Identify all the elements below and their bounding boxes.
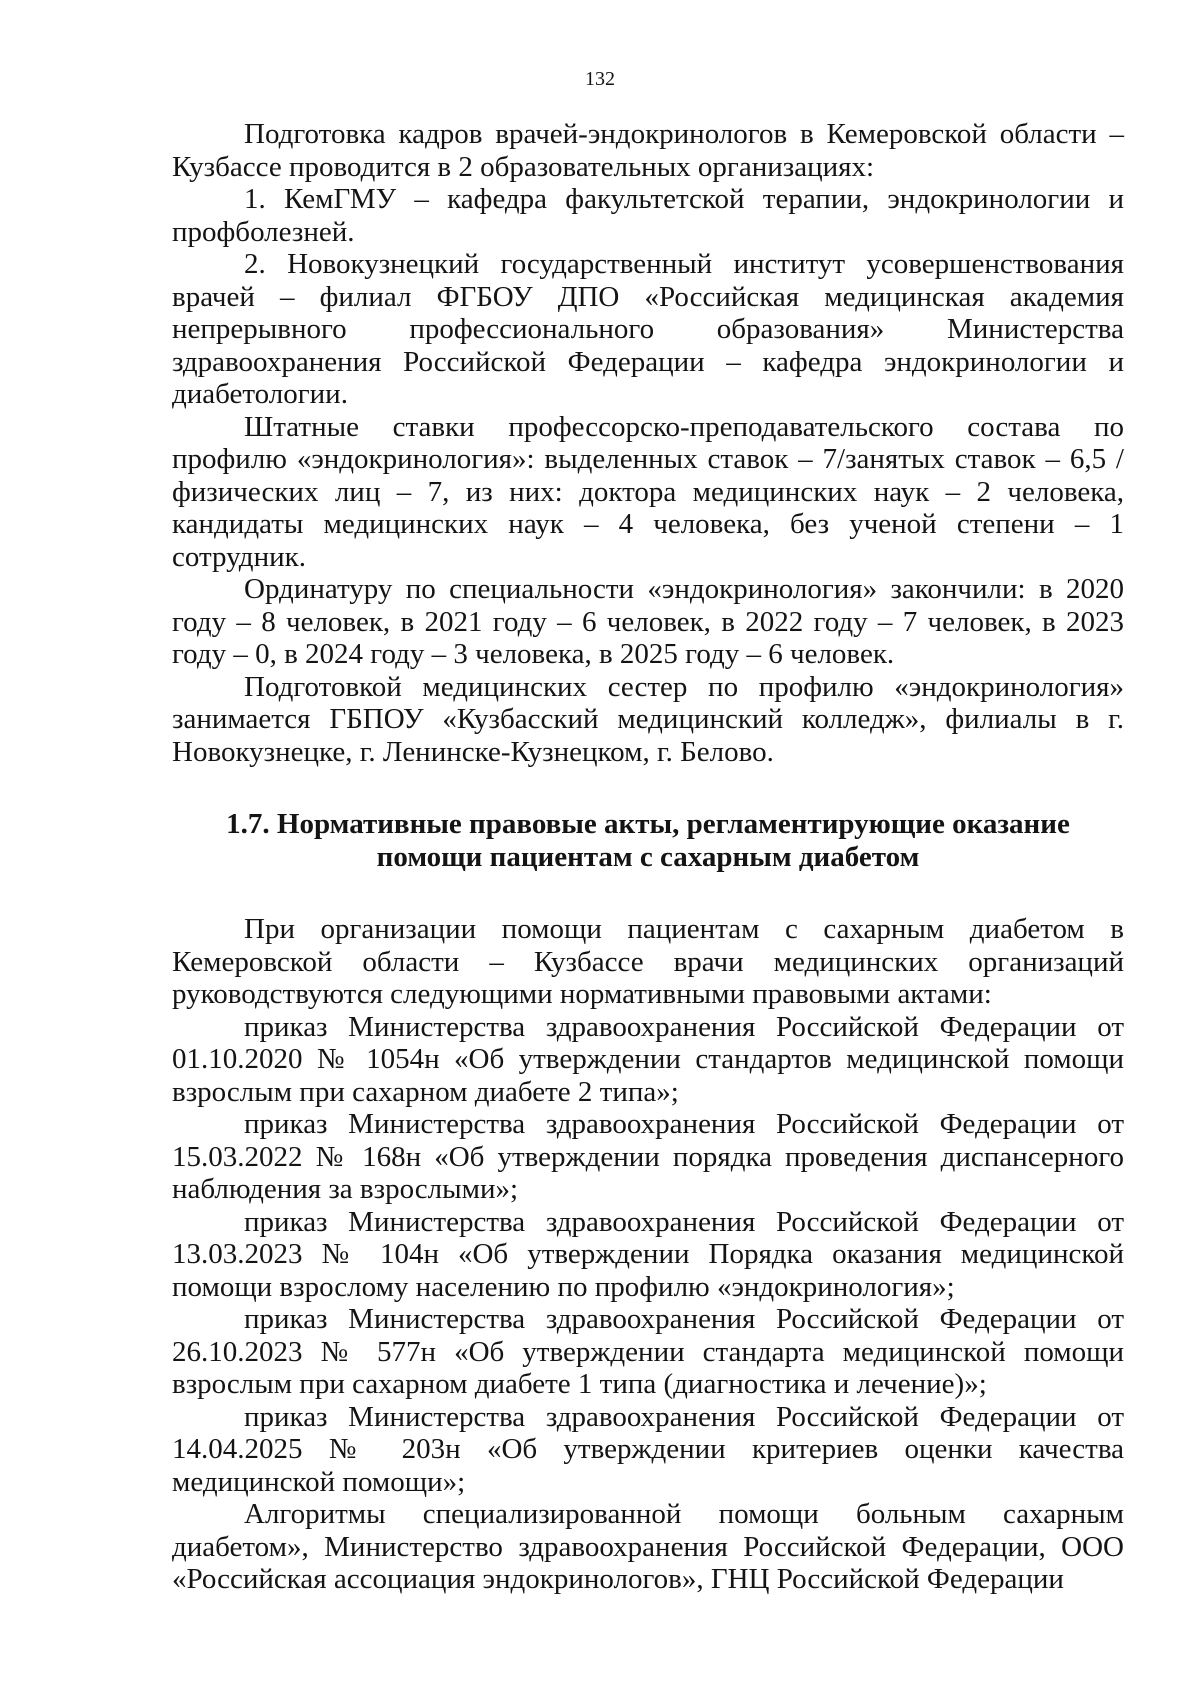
- paragraph-training-intro: Подготовка кадров врачей-эндокринологов в Кемеровской области – Кузбассе проводится в 2 образовательных организациях:: [172, 118, 1124, 183]
- paragraph-algorithms: Алгоритмы специализированной помощи больным сахарным диабетом», Министерство здравоохранения Российской Федерации, ООО «Российская ассоциация эндокринологов», ГНЦ Российской Федерации: [172, 1498, 1124, 1595]
- paragraph-order-1054n: приказ Министерства здравоохранения Российской Федерации от 01.10.2020 № 1054н «Об утверждении стандартов медицинской помощи взрослым при сахарном диабете 2 типа»;: [172, 1010, 1124, 1108]
- page-number: 132: [585, 68, 615, 90]
- paragraph-nurse-training: Подготовкой медицинских сестер по профилю «эндокринология» занимается ГБПОУ «Кузбасский медицинский колледж», филиалы в г. Новокузнецке, г. Ленинске-Кузнецком, г. Белово.: [172, 670, 1124, 768]
- paragraph-residency: Ординатуру по специальности «эндокринология» закончили: в 2020 году – 8 человек, в 2021 году – 6 человек, в 2022 году – 7 человек, в 2023 году – 0, в 2024 году – 3 человека, в 2025 году – 6 человек.: [172, 573, 1124, 670]
- paragraph-staff-rates: Штатные ставки профессорско-преподавательского состава по профилю «эндокринология»: выделенных ставок – 7/занятых ставок – 6,5 /физических лиц – 7, из них: доктора медицинских наук – 2 человека, кандидаты медицинских наук – 4 человека, без ученой степени – 1 сотрудник.: [172, 410, 1124, 573]
- spacer: [172, 768, 1124, 808]
- paragraph-order-577n: приказ Министерства здравоохранения Российской Федерации от 26.10.2023 № 577н «Об утверждении стандарта медицинской помощи взрослым при сахарном диабете 1 типа (диагностика и лечение)»;: [172, 1303, 1124, 1400]
- paragraph-order-203n: приказ Министерства здравоохранения Российской Федерации от 14.04.2025 № 203н «Об утверждении критериев оценки качества медицинской помощи»;: [172, 1400, 1124, 1498]
- spacer: [172, 873, 1124, 913]
- section-heading: 1.7. Нормативные правовые акты, регламентирующие оказание помощи пациентам с сахарным диабетом: [226, 808, 1070, 873]
- paragraph-novokuznetsk-institute: 2. Новокузнецкий государственный институт усовершенствования врачей – филиал ФГБОУ ДПО «Российская медицинская академия непрерывного профессионального образования» Министерства здравоохранения Российской Федерации – кафедра эндокринологии и диабетологии.: [172, 248, 1124, 410]
- page-body: [172, 118, 1124, 1596]
- paragraph-order-104n: приказ Министерства здравоохранения Российской Федерации от 13.03.2023 № 104н «Об утверждении Порядка оказания медицинской помощи взрослому населению по профилю «эндокринология»;: [172, 1205, 1124, 1303]
- paragraph-kemgmu: 1. КемГМУ – кафедра факультетской терапии, эндокринологии и профболезней.: [172, 183, 1124, 248]
- paragraph-order-168n: приказ Министерства здравоохранения Российской Федерации от 15.03.2022 № 168н «Об утверждении порядка проведения диспансерного наблюдения за взрослыми»;: [172, 1108, 1124, 1205]
- paragraph-regulations-intro: При организации помощи пациентам с сахарным диабетом в Кемеровской области – Кузбассе врачи медицинских организаций руководствуются следующими нормативными правовыми актами:: [172, 913, 1124, 1010]
